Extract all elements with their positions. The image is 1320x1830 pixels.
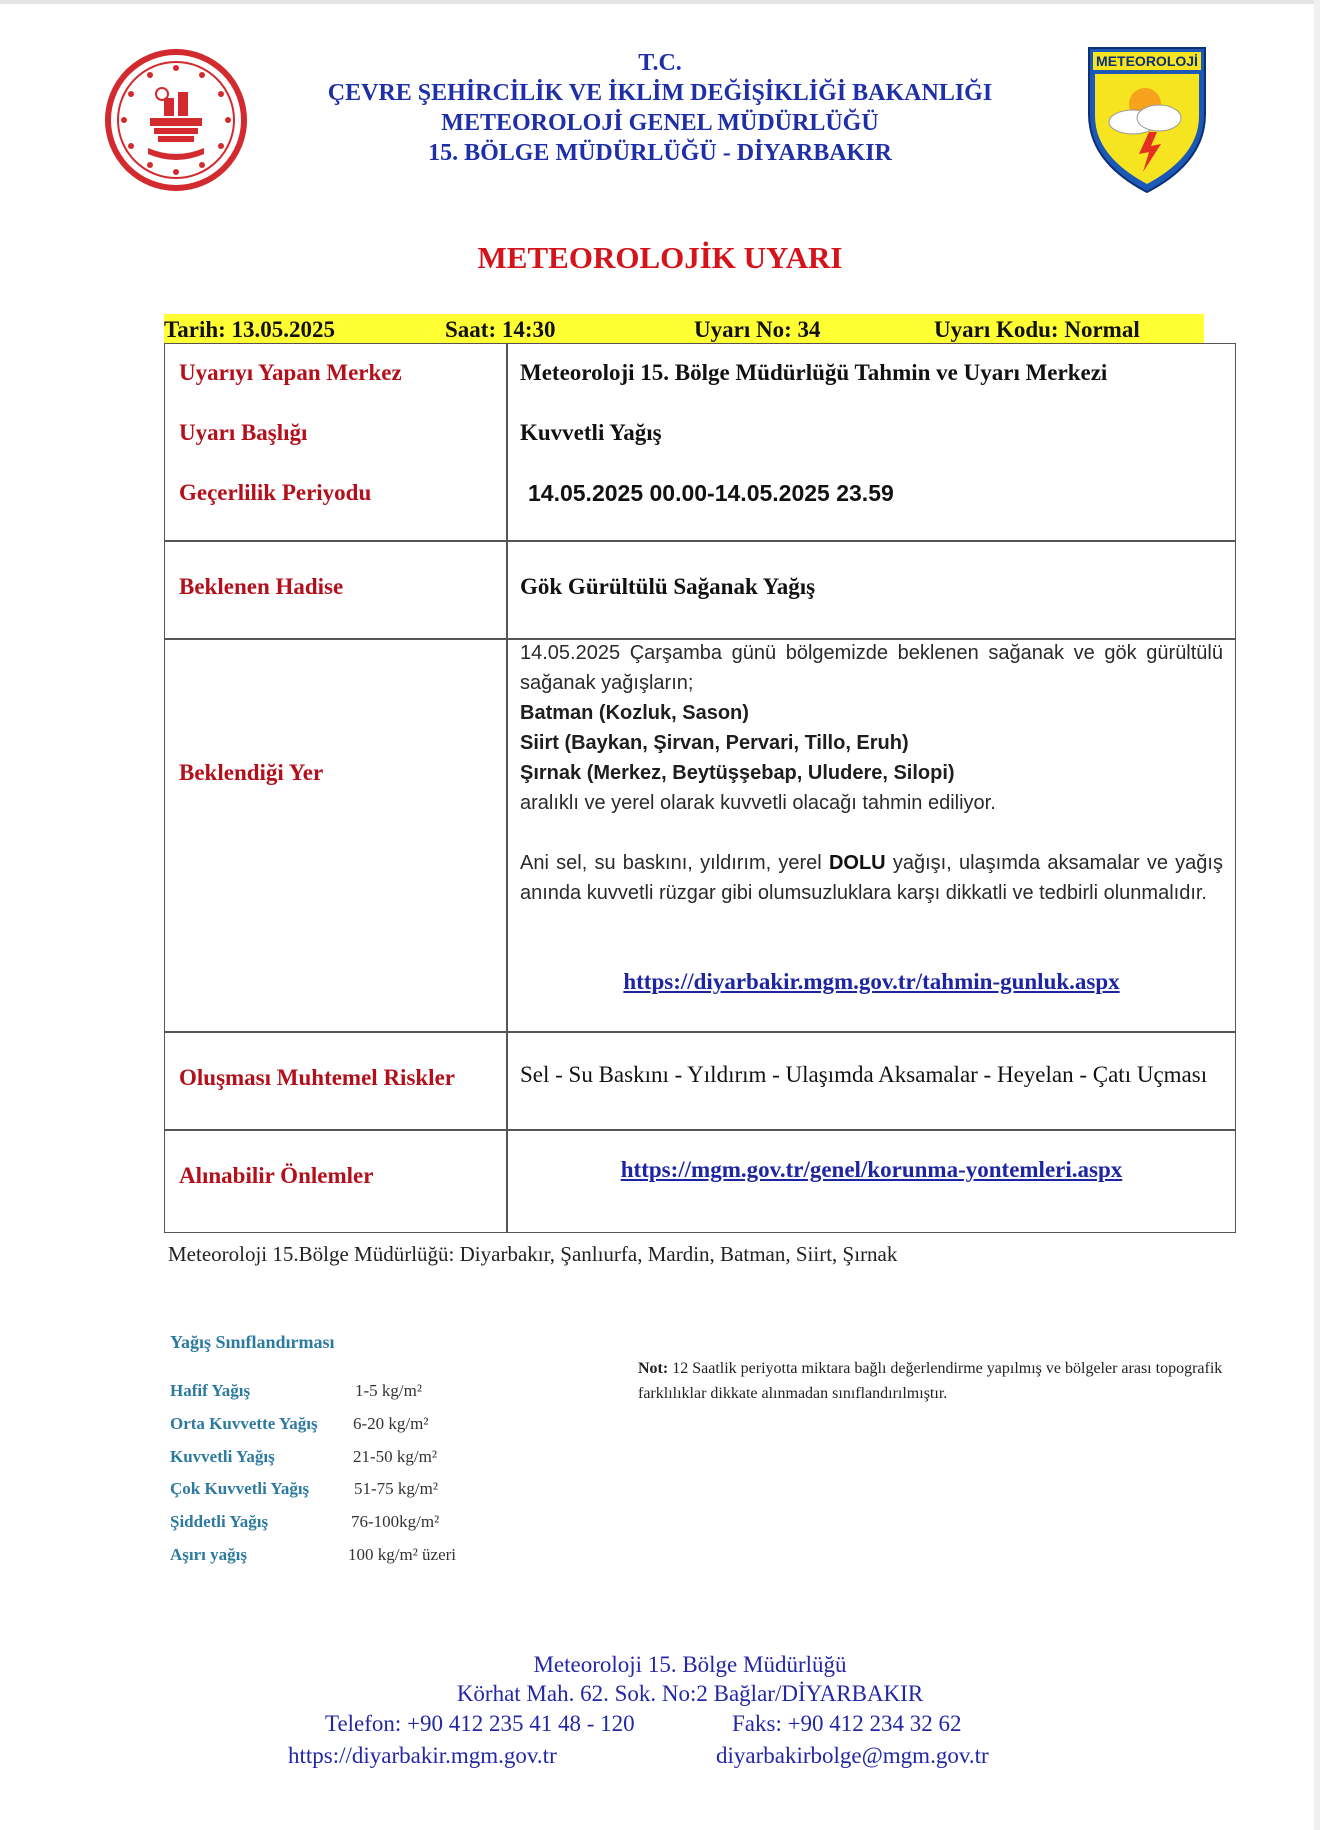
table-column-divider xyxy=(506,344,508,1232)
headline-value: Kuvvetli Yağış xyxy=(520,420,662,445)
contact-org: Meteoroloji 15. Bölge Müdürlüğü xyxy=(533,1652,847,1677)
rain-class-name: Aşırı yağış xyxy=(170,1545,247,1564)
info-date: Tarih: 13.05.2025 xyxy=(164,317,336,342)
warning-table xyxy=(164,343,1236,1233)
page-top-edge xyxy=(0,0,1320,4)
info-number: Uyarı No: 34 xyxy=(694,317,821,342)
location-warning xyxy=(520,848,1223,908)
contact-fax: Faks: +90 412 234 32 62 xyxy=(732,1711,962,1736)
contact-website[interactable]: https://diyarbakir.mgm.gov.tr xyxy=(288,1743,557,1768)
location-intro: 14.05.2025 Çarşamba günü bölgemizde beklenen sağanak ve gök gürültülü sağanak yağışların; xyxy=(520,642,1223,694)
rain-class-range: 21-50 kg/m² xyxy=(353,1447,437,1466)
rain-class-range: 1-5 kg/m² xyxy=(355,1381,422,1400)
location-place-sirnak: Şırnak (Merkez, Beytüşşebap, Uludere, Silopi) xyxy=(520,762,955,784)
ministry-seal-icon xyxy=(104,48,248,192)
note-text: 12 Saatlik periyotta miktara bağlı değerlendirme yapılmış ve bölgeler arası topografik farklılıklar dikkate alınmadan sınıflandırılmıştır. xyxy=(638,1360,1223,1402)
center-label: Uyarıyı Yapan Merkez xyxy=(179,360,402,385)
table-row-divider xyxy=(165,1031,1235,1033)
contact-email[interactable]: diyarbakirbolge@mgm.gov.tr xyxy=(716,1743,989,1768)
measures-link-wrap xyxy=(520,1157,1223,1183)
warning-hail: DOLU xyxy=(828,852,886,874)
classification-note xyxy=(638,1356,1238,1406)
location-details xyxy=(520,638,1223,908)
rain-class-name: Hafif Yağış xyxy=(170,1381,251,1400)
info-code: Uyarı Kodu: Normal xyxy=(934,317,1140,342)
rain-class-name: Şiddetli Yağış xyxy=(170,1512,269,1531)
measures-link[interactable]: https://mgm.gov.tr/genel/korunma-yontemleri.aspx xyxy=(620,1157,1123,1182)
measures-label: Alınabilir Önlemler xyxy=(179,1163,374,1188)
location-place-siirt: Siirt (Baykan, Şirvan, Pervari, Tillo, Eruh) xyxy=(520,732,909,754)
document-title: METEOROLOJİK UYARI xyxy=(477,240,843,275)
rain-class-range: 51-75 kg/m² xyxy=(354,1479,438,1498)
location-outro: aralıklı ve yerel olarak kuvvetli olacağı tahmin ediliyor. xyxy=(520,792,996,814)
warning-text-a: Ani sel, su baskını, yıldırım, yerel xyxy=(520,852,822,874)
info-bar xyxy=(164,314,1204,344)
forecast-link-wrap xyxy=(520,969,1223,995)
note-label: Not: xyxy=(638,1360,669,1377)
rain-class-name: Çok Kuvvetli Yağış xyxy=(170,1479,310,1498)
rain-class-name: Kuvvetli Yağış xyxy=(170,1447,275,1466)
headline-label: Uyarı Başlığı xyxy=(179,420,308,445)
header-line-ministry: ÇEVRE ŞEHİRCİLİK VE İKLİM DEĞİŞİKLİĞİ BAKANLIĞI xyxy=(327,80,993,106)
info-time: Saat: 14:30 xyxy=(445,317,556,342)
event-value: Gök Gürültülü Sağanak Yağış xyxy=(520,574,816,599)
rain-class-range: 76-100kg/m² xyxy=(351,1512,440,1531)
table-row-divider xyxy=(165,540,1235,542)
event-label: Beklenen Hadise xyxy=(179,574,344,599)
rain-classification-title: Yağış Sınıflandırması xyxy=(170,1332,335,1352)
risks-label: Oluşması Muhtemel Riskler xyxy=(179,1065,455,1090)
header-line-directorate: METEOROLOJİ GENEL MÜDÜRLÜĞÜ xyxy=(441,110,879,136)
table-row-divider xyxy=(165,1129,1235,1131)
validity-value: 14.05.2025 00.00-14.05.2025 23.59 xyxy=(528,480,894,506)
rain-class-range: 100 kg/m² üzeri xyxy=(348,1545,457,1564)
warning-text-b: yağışı, ulaşımda aksamalar ve yağış anında kuvvetli rüzgar gibi olumsuzluklara karşı dikkatli ve tedbirli olunmalıdır. xyxy=(520,852,1223,904)
logo-text: METEOROLOJİ xyxy=(1096,53,1198,69)
contact-address: Körhat Mah. 62. Sok. No:2 Bağlar/DİYARBAKIR xyxy=(456,1681,924,1706)
contact-phone: Telefon: +90 412 235 41 48 - 120 xyxy=(325,1711,635,1736)
risks-value: Sel - Su Baskını - Yıldırım - Ulaşımda Aksamalar - Heyelan - Çatı Uçması xyxy=(520,1062,1208,1087)
validity-label: Geçerlilik Periyodu xyxy=(179,480,372,505)
region-note: Meteoroloji 15.Bölge Müdürlüğü: Diyarbakır, Şanlıurfa, Mardin, Batman, Siirt, Şırnak xyxy=(168,1242,898,1266)
center-value: Meteoroloji 15. Bölge Müdürlüğü Tahmin ve Uyarı Merkezi xyxy=(520,360,1108,385)
rain-class-range: 6-20 kg/m² xyxy=(353,1414,429,1433)
ministry-header xyxy=(250,48,1070,168)
header-line-tc: T.C. xyxy=(638,50,682,76)
forecast-link[interactable]: https://diyarbakir.mgm.gov.tr/tahmin-gunluk.aspx xyxy=(623,969,1120,994)
meteoroloji-logo-icon xyxy=(1085,44,1209,196)
location-label: Beklendiği Yer xyxy=(179,760,324,785)
location-place-batman: Batman (Kozluk, Sason) xyxy=(520,702,749,724)
header-line-region: 15. BÖLGE MÜDÜRLÜĞÜ - DİYARBAKIR xyxy=(428,140,892,166)
rain-class-name: Orta Kuvvette Yağış xyxy=(170,1414,318,1433)
